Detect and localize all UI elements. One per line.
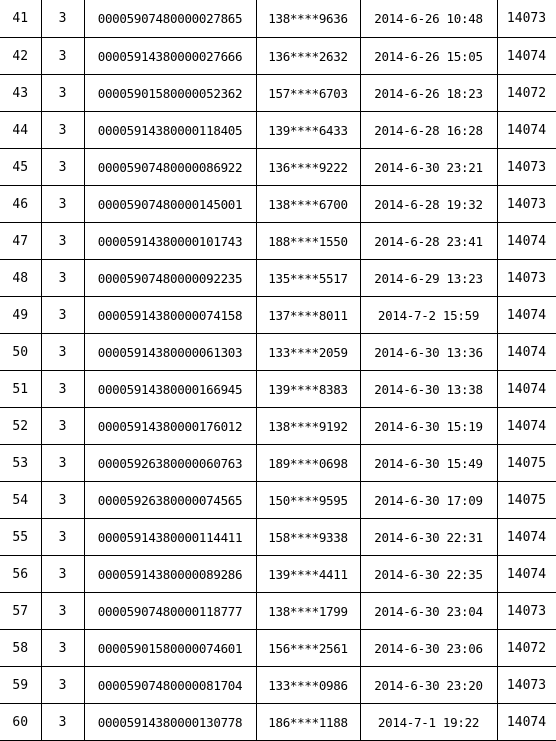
row-number-cell: 43 xyxy=(0,75,41,112)
table-row xyxy=(0,667,556,704)
code-cell: 14073 xyxy=(497,186,556,223)
datetime-cell: 2014-6-26 10:48 xyxy=(360,0,497,38)
code-cell: 14073 xyxy=(497,593,556,630)
category-cell: 3 xyxy=(41,408,84,445)
row-number-cell: 50 xyxy=(0,334,41,371)
code-cell: 14073 xyxy=(497,667,556,704)
row-number-cell: 59 xyxy=(0,667,41,704)
account-id-cell: 00005914380000176012 xyxy=(84,408,256,445)
account-id-cell: 00005926380000060763 xyxy=(84,445,256,482)
code-cell: 14074 xyxy=(497,408,556,445)
row-number-cell: 47 xyxy=(0,223,41,260)
code-cell: 14074 xyxy=(497,556,556,593)
phone-cell: 186****1188 xyxy=(256,704,360,741)
account-id-cell: 00005914380000101743 xyxy=(84,223,256,260)
account-id-cell: 00005914380000027666 xyxy=(84,38,256,75)
account-id-cell: 00005907480000081704 xyxy=(84,667,256,704)
table-row xyxy=(0,556,556,593)
table-row xyxy=(0,482,556,519)
category-cell: 3 xyxy=(41,556,84,593)
category-cell: 3 xyxy=(41,667,84,704)
category-cell: 3 xyxy=(41,260,84,297)
phone-cell: 158****9338 xyxy=(256,519,360,556)
row-number-cell: 57 xyxy=(0,593,41,630)
datetime-cell: 2014-6-26 15:05 xyxy=(360,38,497,75)
phone-cell: 136****9222 xyxy=(256,149,360,186)
phone-cell: 150****9595 xyxy=(256,482,360,519)
code-cell: 14075 xyxy=(497,482,556,519)
table-row xyxy=(0,334,556,371)
row-number-cell: 45 xyxy=(0,149,41,186)
code-cell: 14073 xyxy=(497,260,556,297)
datetime-cell: 2014-6-30 13:38 xyxy=(360,371,497,408)
category-cell: 3 xyxy=(41,519,84,556)
table-row xyxy=(0,630,556,667)
phone-cell: 189****0698 xyxy=(256,445,360,482)
account-id-cell: 00005907480000118777 xyxy=(84,593,256,630)
phone-cell: 157****6703 xyxy=(256,75,360,112)
table-row xyxy=(0,149,556,186)
row-number-cell: 55 xyxy=(0,519,41,556)
account-id-cell: 00005914380000118405 xyxy=(84,112,256,149)
category-cell: 3 xyxy=(41,149,84,186)
category-cell: 3 xyxy=(41,38,84,75)
row-number-cell: 49 xyxy=(0,297,41,334)
row-number-cell: 56 xyxy=(0,556,41,593)
code-cell: 14074 xyxy=(497,38,556,75)
category-cell: 3 xyxy=(41,223,84,260)
datetime-cell: 2014-6-30 15:19 xyxy=(360,408,497,445)
phone-cell: 139****6433 xyxy=(256,112,360,149)
account-id-cell: 00005914380000074158 xyxy=(84,297,256,334)
phone-cell: 135****5517 xyxy=(256,260,360,297)
category-cell: 3 xyxy=(41,445,84,482)
datetime-cell: 2014-6-28 19:32 xyxy=(360,186,497,223)
code-cell: 14074 xyxy=(497,371,556,408)
phone-cell: 137****8011 xyxy=(256,297,360,334)
row-number-cell: 48 xyxy=(0,260,41,297)
table-row xyxy=(0,593,556,630)
row-number-cell: 44 xyxy=(0,112,41,149)
table-row xyxy=(0,38,556,75)
datetime-cell: 2014-6-30 15:49 xyxy=(360,445,497,482)
row-number-cell: 60 xyxy=(0,704,41,741)
datetime-cell: 2014-6-30 23:04 xyxy=(360,593,497,630)
row-number-cell: 52 xyxy=(0,408,41,445)
account-id-cell: 00005914380000166945 xyxy=(84,371,256,408)
account-id-cell: 00005901580000074601 xyxy=(84,630,256,667)
account-id-cell: 00005914380000114411 xyxy=(84,519,256,556)
code-cell: 14072 xyxy=(497,630,556,667)
row-number-cell: 51 xyxy=(0,371,41,408)
account-id-cell: 00005907480000086922 xyxy=(84,149,256,186)
table-row xyxy=(0,0,556,38)
phone-cell: 133****2059 xyxy=(256,334,360,371)
category-cell: 3 xyxy=(41,112,84,149)
table-row xyxy=(0,408,556,445)
table-row xyxy=(0,519,556,556)
account-id-cell: 00005907480000145001 xyxy=(84,186,256,223)
phone-cell: 138****9636 xyxy=(256,0,360,38)
table-row xyxy=(0,445,556,482)
code-cell: 14074 xyxy=(497,223,556,260)
code-cell: 14074 xyxy=(497,704,556,741)
row-number-cell: 53 xyxy=(0,445,41,482)
phone-cell: 133****0986 xyxy=(256,667,360,704)
datetime-cell: 2014-6-28 16:28 xyxy=(360,112,497,149)
account-id-cell: 00005907480000092235 xyxy=(84,260,256,297)
phone-cell: 138****6700 xyxy=(256,186,360,223)
datetime-cell: 2014-6-30 17:09 xyxy=(360,482,497,519)
account-id-cell: 00005926380000074565 xyxy=(84,482,256,519)
row-number-cell: 54 xyxy=(0,482,41,519)
code-cell: 14073 xyxy=(497,0,556,38)
table-row xyxy=(0,223,556,260)
row-number-cell: 46 xyxy=(0,186,41,223)
datetime-cell: 2014-6-30 13:36 xyxy=(360,334,497,371)
category-cell: 3 xyxy=(41,593,84,630)
account-id-cell: 00005907480000027865 xyxy=(84,0,256,38)
category-cell: 3 xyxy=(41,0,84,38)
code-cell: 14074 xyxy=(497,334,556,371)
category-cell: 3 xyxy=(41,75,84,112)
code-cell: 14075 xyxy=(497,445,556,482)
phone-cell: 138****1799 xyxy=(256,593,360,630)
row-number-cell: 42 xyxy=(0,38,41,75)
code-cell: 14073 xyxy=(497,149,556,186)
account-id-cell: 00005914380000130778 xyxy=(84,704,256,741)
table-row xyxy=(0,297,556,334)
code-cell: 14074 xyxy=(497,519,556,556)
datetime-cell: 2014-6-28 23:41 xyxy=(360,223,497,260)
account-id-cell: 00005914380000089286 xyxy=(84,556,256,593)
table-row xyxy=(0,112,556,149)
phone-cell: 136****2632 xyxy=(256,38,360,75)
datetime-cell: 2014-6-30 22:35 xyxy=(360,556,497,593)
category-cell: 3 xyxy=(41,297,84,334)
datetime-cell: 2014-6-30 22:31 xyxy=(360,519,497,556)
table-row xyxy=(0,371,556,408)
table-row xyxy=(0,75,556,112)
datetime-cell: 2014-7-1 19:22 xyxy=(360,704,497,741)
category-cell: 3 xyxy=(41,630,84,667)
code-cell: 14074 xyxy=(497,297,556,334)
table-row xyxy=(0,704,556,741)
datetime-cell: 2014-6-29 13:23 xyxy=(360,260,497,297)
row-number-cell: 41 xyxy=(0,0,41,38)
account-id-cell: 00005901580000052362 xyxy=(84,75,256,112)
code-cell: 14074 xyxy=(497,112,556,149)
phone-cell: 139****8383 xyxy=(256,371,360,408)
datetime-cell: 2014-6-30 23:20 xyxy=(360,667,497,704)
row-number-cell: 58 xyxy=(0,630,41,667)
datetime-cell: 2014-6-30 23:21 xyxy=(360,149,497,186)
table-row xyxy=(0,260,556,297)
phone-cell: 156****2561 xyxy=(256,630,360,667)
datetime-cell: 2014-6-26 18:23 xyxy=(360,75,497,112)
account-id-cell: 00005914380000061303 xyxy=(84,334,256,371)
category-cell: 3 xyxy=(41,482,84,519)
phone-cell: 138****9192 xyxy=(256,408,360,445)
phone-cell: 139****4411 xyxy=(256,556,360,593)
table-row xyxy=(0,186,556,223)
datetime-cell: 2014-7-2 15:59 xyxy=(360,297,497,334)
category-cell: 3 xyxy=(41,186,84,223)
category-cell: 3 xyxy=(41,334,84,371)
datetime-cell: 2014-6-30 23:06 xyxy=(360,630,497,667)
phone-cell: 188****1550 xyxy=(256,223,360,260)
category-cell: 3 xyxy=(41,371,84,408)
category-cell: 3 xyxy=(41,704,84,741)
code-cell: 14072 xyxy=(497,75,556,112)
